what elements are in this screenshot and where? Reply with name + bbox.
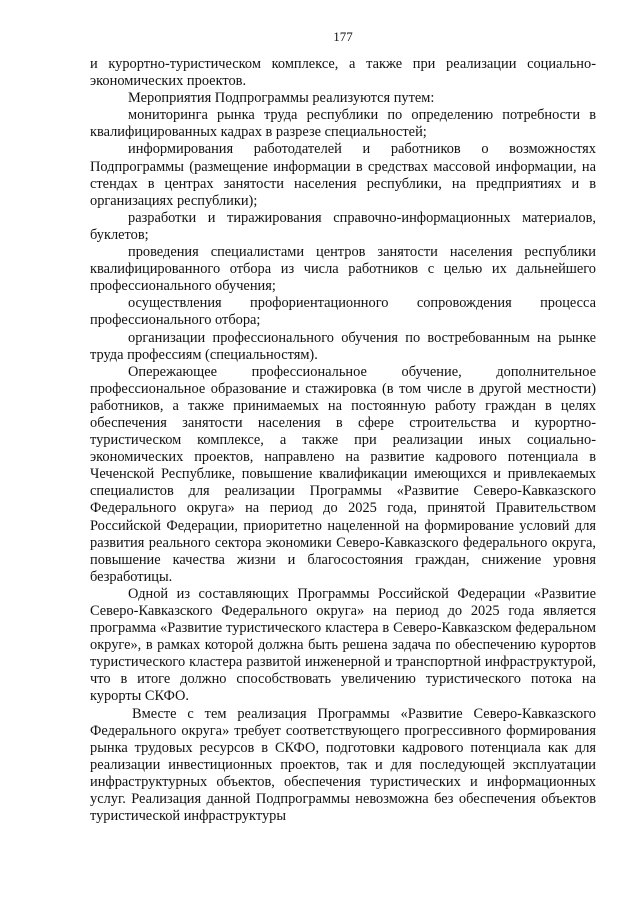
paragraph: информирования работодателей и работников о возможностях Подпрограммы (размещение информации в средствах массовой информации, на стендах в центрах занятости населения республики, на предприятиях и в организациях республики); [90,141,596,209]
document-body [90,56,596,825]
paragraph: организации профессионального обучения по востребованным на рынке труда профессиям (специальностям). [90,329,596,363]
paragraph: Вместе с тем реализация Программы «Развитие Северо-Кавказского Федерального округа» требует соответствующего прогрессивного формирования рынка трудовых ресурсов в СКФО, подготовки кадрового потенциала как для реализации инвестиционных проектов, так и для последующей эксплуатации инфраструктурных объектов, обеспечения туристических и информационных услуг. Реализация данной Подпрограммы невозможна без обеспечения объектов туристической инфраструктуры [90,705,596,825]
page-number: 177 [333,29,353,44]
paragraph: Опережающее профессиональное обучение, дополнительное профессиональное образование и стажировка (в том числе в другой местности) работников, а также принимаемых на постоянную работу граждан в целях обеспечения занятости населения в сфере строительства и курортно-туристическом комплексе, а также при реализации иных социально-экономических проектов, направлено на развитие кадрового потенциала в Чеченской Республике, повышение квалификации имеющихся и привлекаемых специалистов для реализации Программы «Развитие Северо-Кавказского Федерального округа» на период до 2025 года, принятой Правительством Российской Федерации, приоритетно нацеленной на формирование условий для развития реального сектора экономики Северо-Кавказского федерального округа, повышение качества жизни и благосостояния граждан, снижение уровня безработицы. [90,363,596,585]
paragraph: проведения специалистами центров занятости населения республики квалифицированного отбора из числа работников с целью их дальнейшего профессионального обучения; [90,244,596,295]
paragraph: Одной из составляющих Программы Российской Федерации «Развитие Северо-Кавказского Федерального округа» на период до 2025 года является программа «Развитие туристического кластера в Северо-Кавказском федеральном округе», в рамках которой должна быть решена задача по обеспечению курортов туристического кластера развитой инженерной и транспортной инфраструктурой, что в итоге должно способствовать увеличению туристического потока на курорты СКФО. [90,585,596,705]
paragraph: разработки и тиражирования справочно-информационных материалов, буклетов; [90,209,596,243]
paragraph: мониторинга рынка труда республики по определению потребности в квалифицированных кадрах в разрезе специальностей; [90,107,596,141]
paragraph: осуществления профориентационного сопровождения процесса профессионального отбора; [90,295,596,329]
paragraph: и курортно-туристическом комплексе, а также при реализации социально-экономических проектов. [90,56,596,90]
paragraph: Мероприятия Подпрограммы реализуются путем: [128,90,435,107]
